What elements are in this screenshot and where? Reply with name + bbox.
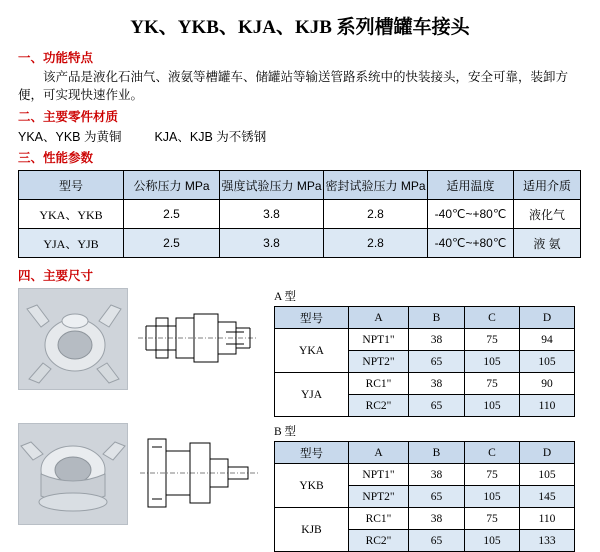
dim-a-r0-c2: 38: [409, 329, 465, 351]
dimension-row-a: [18, 288, 584, 417]
section-heading-features: 一、功能特点: [18, 51, 94, 65]
photo-a-graphic: [19, 289, 127, 389]
table-row: [19, 229, 581, 258]
dim-b-col-2: B: [409, 442, 465, 464]
perf-r1-c1: 2.5: [124, 229, 220, 258]
dim-a-r3-c4: 110: [520, 395, 575, 417]
table-row: [275, 329, 575, 351]
dim-a-col-0: 型号: [275, 307, 349, 329]
page-title: YK、YKB、KJA、KJB 系列槽罐车接头: [130, 17, 470, 38]
perf-r1-c4: -40℃~+80℃: [428, 229, 514, 258]
dim-b-r2-c2: 38: [409, 508, 465, 530]
dim-b-r3-c1: RC2": [349, 530, 409, 552]
perf-r0-c3: 2.8: [324, 200, 428, 229]
dim-b-col-0: 型号: [275, 442, 349, 464]
perf-r0-c4: -40℃~+80℃: [428, 200, 514, 229]
dim-b-r1-c3: 105: [465, 486, 520, 508]
dimension-table-a: [274, 306, 575, 417]
perf-r1-c2: 3.8: [220, 229, 324, 258]
perf-col-5: 适用介质: [514, 171, 581, 200]
dim-b-r2-c1: RC1": [349, 508, 409, 530]
dim-b-col-3: C: [465, 442, 520, 464]
dim-a-r1-c3: 105: [465, 351, 520, 373]
dim-b-model-0: YKB: [275, 464, 349, 508]
technical-drawing-b: [132, 423, 264, 523]
dim-a-r2-c1: RC1": [349, 373, 409, 395]
product-photo-b: [18, 423, 128, 525]
dim-b-r1-c1: NPT2": [349, 486, 409, 508]
table-a-label: A 型: [274, 291, 297, 304]
material-line: [18, 127, 600, 145]
dim-a-r0-c4: 94: [520, 329, 575, 351]
dim-a-model-0: YKA: [275, 329, 349, 373]
dim-b-r1-c4: 145: [520, 486, 575, 508]
dim-b-col-4: D: [520, 442, 575, 464]
table-row: [275, 464, 575, 486]
dim-a-r3-c1: RC2": [349, 395, 409, 417]
section-heading-material: 二、主要零件材质: [18, 110, 119, 125]
perf-col-4: 适用温度: [428, 171, 514, 200]
performance-table-wrap: [18, 170, 600, 258]
dimension-row-b: [18, 423, 584, 552]
perf-col-2: 强度试验压力 MPa: [220, 171, 324, 200]
dim-b-r3-c2: 65: [409, 530, 465, 552]
perf-col-3: 密封试验压力 MPa: [324, 171, 428, 200]
table-row: [19, 200, 581, 229]
perf-col-1: 公称压力 MPa: [124, 171, 220, 200]
dimensions-area: [18, 288, 584, 552]
dim-b-r2-c3: 75: [465, 508, 520, 530]
dim-b-r1-c2: 65: [409, 486, 465, 508]
dim-a-r3-c3: 105: [465, 395, 520, 417]
dim-b-r0-c1: NPT1": [349, 464, 409, 486]
dim-b-r0-c2: 38: [409, 464, 465, 486]
dim-a-r0-c1: NPT1": [349, 329, 409, 351]
dim-a-r3-c2: 65: [409, 395, 465, 417]
dim-a-r0-c3: 75: [465, 329, 520, 351]
table-row: [275, 373, 575, 395]
section-heading-dimensions: 四、主要尺寸: [18, 269, 94, 284]
perf-r0-c5: 液化气: [514, 200, 581, 229]
drawing-a-graphic: [132, 288, 264, 388]
dim-b-model-1: KJB: [275, 508, 349, 552]
table-header-row: [275, 307, 575, 329]
section-heading-performance: 三、性能参数: [18, 151, 94, 166]
performance-table: [18, 170, 581, 258]
product-photo-a: [18, 288, 128, 390]
dimension-table-block-b: [274, 423, 575, 552]
perf-r1-c0: YJA、YJB: [19, 229, 124, 258]
perf-r1-c3: 2.8: [324, 229, 428, 258]
dim-a-col-4: D: [520, 307, 575, 329]
table-b-label: B 型: [274, 426, 297, 439]
dimension-table-b: [274, 441, 575, 552]
dim-b-r3-c4: 133: [520, 530, 575, 552]
dim-a-r1-c4: 105: [520, 351, 575, 373]
dim-b-r0-c3: 75: [465, 464, 520, 486]
dim-b-r0-c4: 105: [520, 464, 575, 486]
dim-a-col-1: A: [349, 307, 409, 329]
table-header-row: [275, 442, 575, 464]
material-brass-text: YKA、YKB 为黄铜: [18, 130, 122, 145]
dim-a-r1-c1: NPT2": [349, 351, 409, 373]
dim-b-r3-c3: 105: [465, 530, 520, 552]
perf-r0-c1: 2.5: [124, 200, 220, 229]
dim-b-col-1: A: [349, 442, 409, 464]
dim-a-model-1: YJA: [275, 373, 349, 417]
perf-r1-c5: 液 氨: [514, 229, 581, 258]
table-row: [275, 508, 575, 530]
dim-a-col-3: C: [465, 307, 520, 329]
perf-r0-c0: YKA、YKB: [19, 200, 124, 229]
dim-a-r2-c3: 75: [465, 373, 520, 395]
drawing-b-graphic: [132, 423, 264, 523]
dim-a-r2-c4: 90: [520, 373, 575, 395]
material-steel-text: KJA、KJB 为不锈钢: [154, 130, 267, 145]
dim-a-r1-c2: 65: [409, 351, 465, 373]
technical-drawing-a: [132, 288, 264, 388]
features-body-text: 该产品是液化石油气、液氨等槽罐车、储罐站等输送管路系统中的快装接头，安全可靠，装卸方便，可实现快速作业。: [18, 70, 569, 103]
dim-a-r2-c2: 38: [409, 373, 465, 395]
photo-b-graphic: [19, 424, 127, 524]
table-header-row: [19, 171, 581, 200]
perf-r0-c2: 3.8: [220, 200, 324, 229]
dim-a-col-2: B: [409, 307, 465, 329]
dim-b-r2-c4: 110: [520, 508, 575, 530]
dimension-table-block-a: [274, 288, 575, 417]
perf-col-0: 型号: [19, 171, 124, 200]
